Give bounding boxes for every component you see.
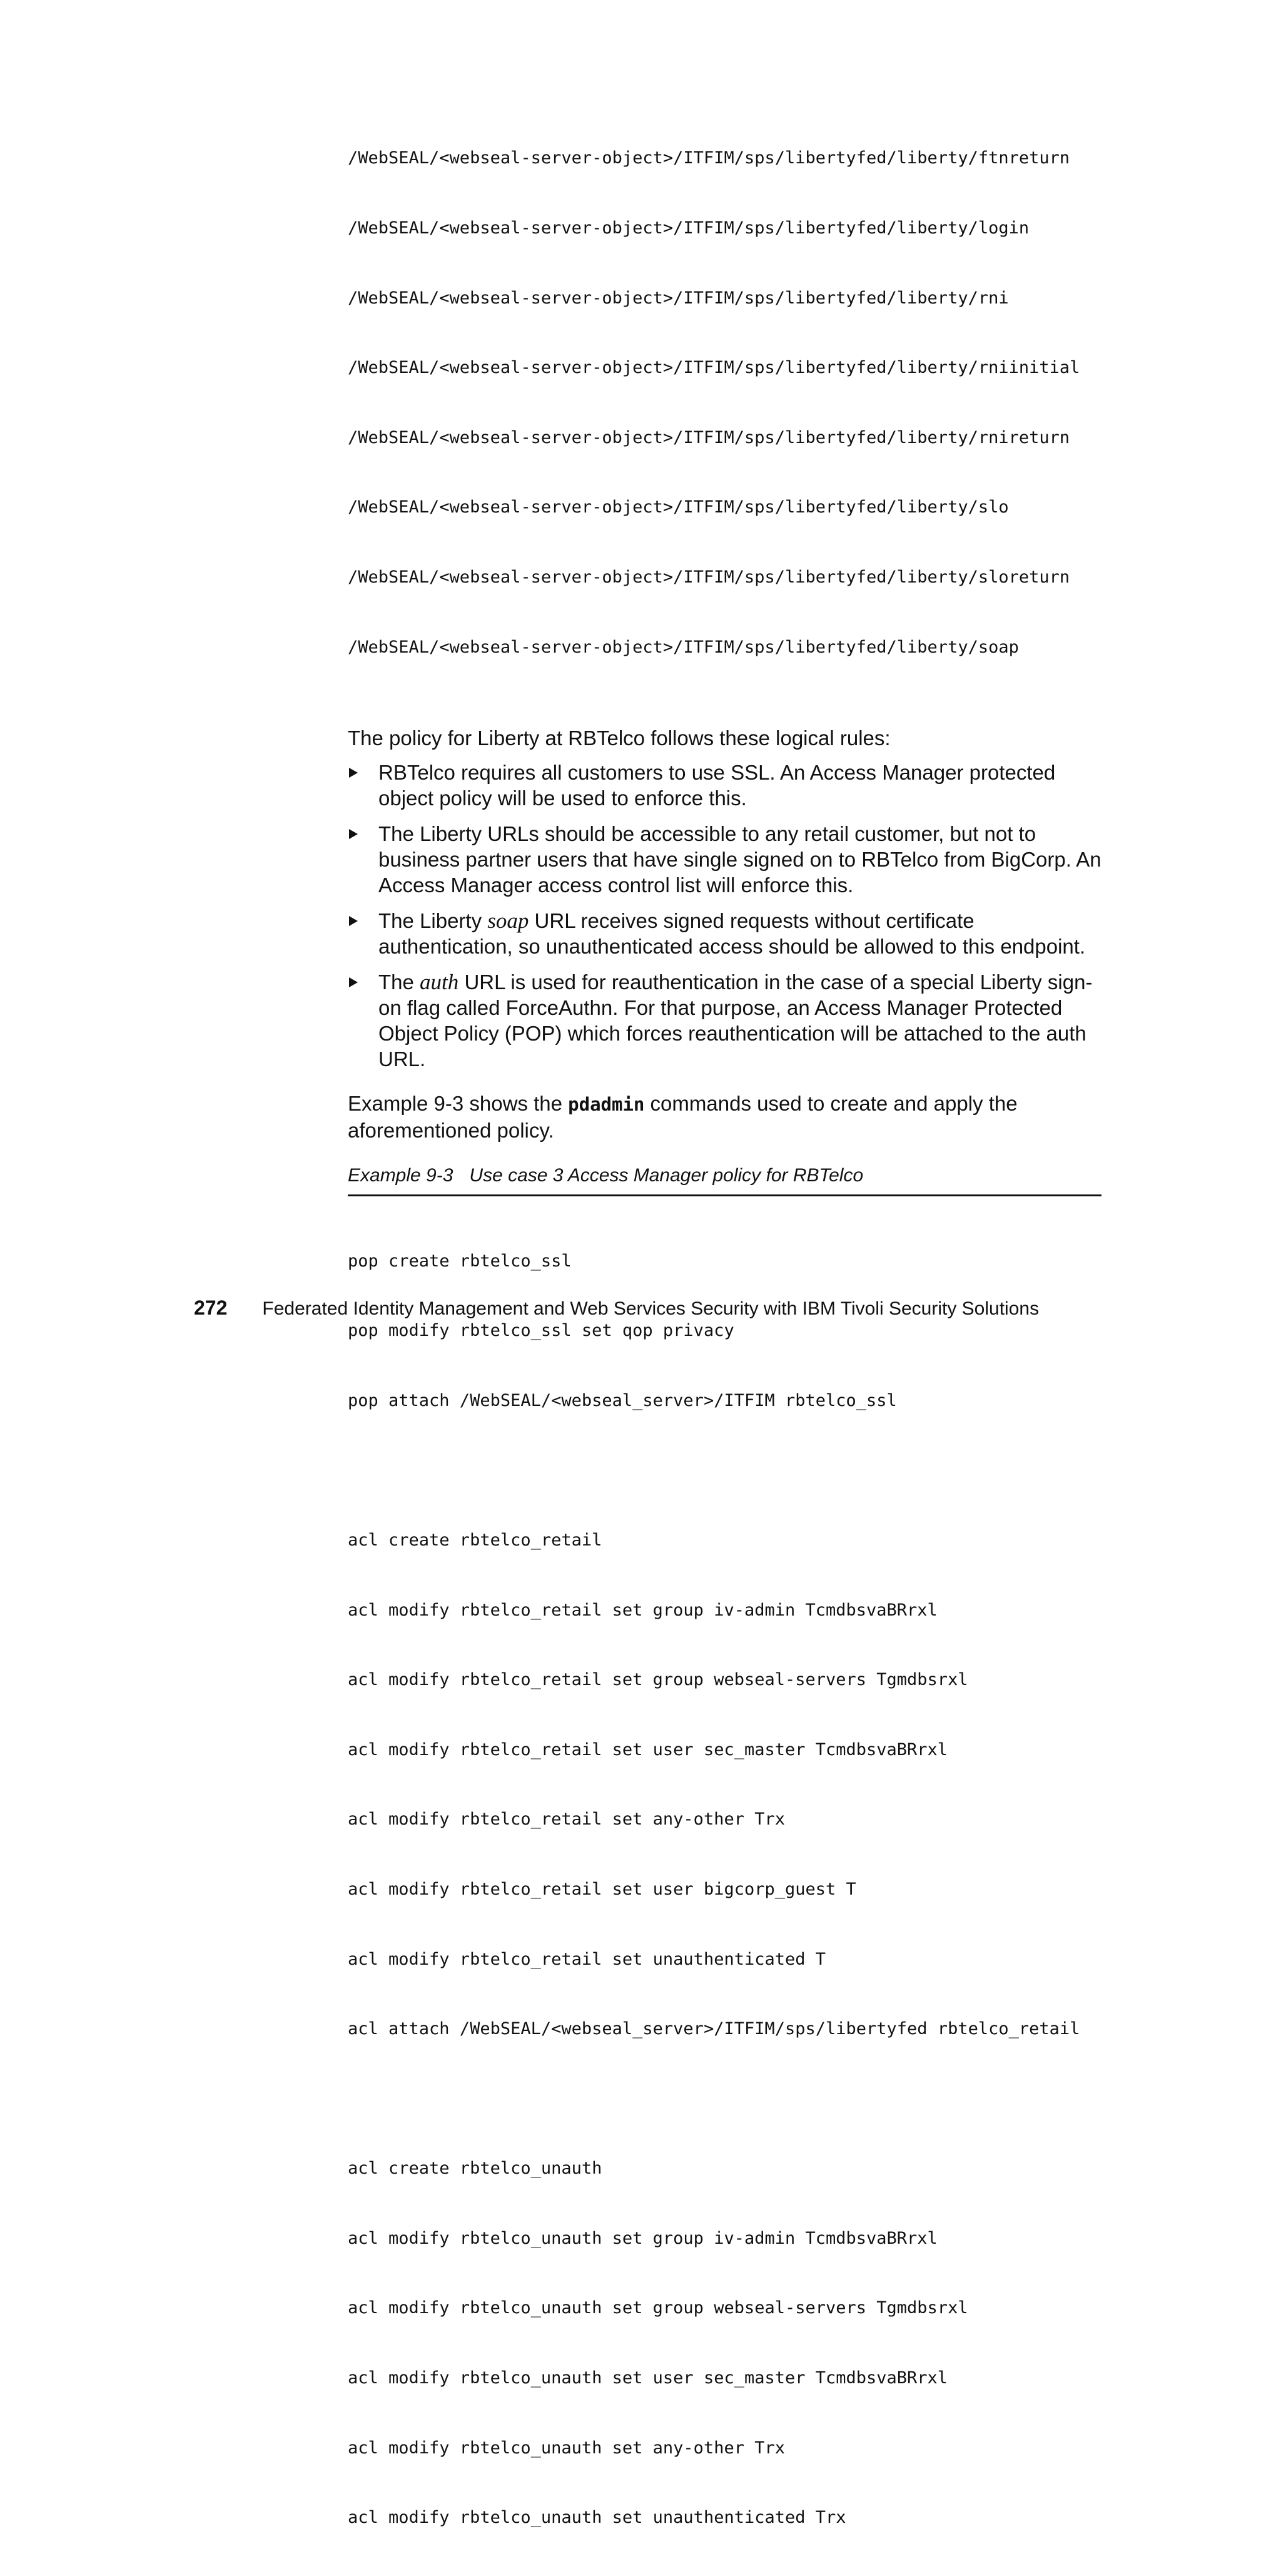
page-content	[348, 100, 1101, 2576]
triangle-bullet-icon	[349, 916, 358, 926]
rule-text-start: The	[378, 970, 420, 994]
code-line: acl modify rbtelco_retail set unauthenticated T	[348, 1949, 826, 1969]
example-intro-paragraph	[348, 1091, 1101, 1143]
code-line: acl modify rbtelco_retail set any-other Trx	[348, 1810, 785, 1830]
example-code-block	[348, 1203, 1101, 2576]
code-line: pop create rbtelco_ssl	[348, 1251, 572, 1271]
rule-text: RBTelco requires all customers to use SSL. An Access Manager protected object policy will be used to enforce this.	[378, 761, 1056, 810]
rule-item	[348, 908, 1101, 959]
code-line: acl attach /WebSEAL/<webseal_server>/ITFIM/sps/libertyfed rbtelco_retail	[348, 2019, 1080, 2039]
triangle-bullet-icon	[349, 977, 358, 987]
rule-text-end: URL is used for reauthentication in the case of a special Liberty sign-on flag called ForceAuthn. For that purpose, an Access Manager Protected Object Policy (POP) which forces reauthentication will be attached to the auth URL.	[378, 970, 1093, 1071]
code-line: acl modify rbtelco_unauth set user sec_master TcmdbsvaBRrxl	[348, 2368, 948, 2388]
rules-list	[348, 760, 1101, 1072]
code-line: /WebSEAL/<webseal-server-object>/ITFIM/sps/libertyfed/liberty/rni	[348, 288, 1009, 308]
example-label: Example 9-3	[348, 1165, 453, 1186]
rule-item	[348, 821, 1101, 898]
code-line: acl modify rbtelco_unauth set any-other Trx	[348, 2438, 785, 2458]
code-line: /WebSEAL/<webseal-server-object>/ITFIM/sps/libertyfed/liberty/login	[348, 218, 1030, 238]
triangle-bullet-icon	[349, 829, 358, 839]
code-line	[348, 1459, 1101, 1482]
example-caption	[348, 1164, 1101, 1196]
code-line: /WebSEAL/<webseal-server-object>/ITFIM/sps/libertyfed/liberty/rnireturn	[348, 427, 1070, 447]
code-line: pop modify rbtelco_ssl set qop privacy	[348, 1321, 734, 1341]
intro-paragraph: The policy for Liberty at RBTelco follows these logical rules:	[348, 726, 891, 750]
rule-text-end: URL receives signed requests without certificate authentication, so unauthenticated access should be allowed to this endpoint.	[378, 909, 1086, 959]
code-line: acl modify rbtelco_retail set group webseal-servers Tgmdbsrxl	[348, 1670, 968, 1690]
soap-term: soap	[487, 909, 529, 934]
url-list-code	[348, 100, 1101, 705]
para-text-end: commands used to create and apply the aforementioned policy.	[348, 1092, 1018, 1143]
code-line: /WebSEAL/<webseal-server-object>/ITFIM/sps/libertyfed/liberty/sloreturn	[348, 567, 1070, 587]
code-line: acl modify rbtelco_retail set group iv-admin TcmdbsvaBRrxl	[348, 1600, 938, 1620]
rule-text-start: The Liberty	[378, 909, 488, 933]
code-line: /WebSEAL/<webseal-server-object>/ITFIM/sps/libertyfed/liberty/ftnreturn	[348, 148, 1070, 168]
code-line: acl modify rbtelco_unauth set group iv-admin TcmdbsvaBRrxl	[348, 2228, 938, 2248]
code-line: /WebSEAL/<webseal-server-object>/ITFIM/sps/libertyfed/liberty/soap	[348, 637, 1019, 657]
code-line	[348, 2087, 1101, 2110]
code-line: acl modify rbtelco_retail set user sec_master TcmdbsvaBRrxl	[348, 1739, 948, 1759]
code-line: /WebSEAL/<webseal-server-object>/ITFIM/sps/libertyfed/liberty/slo	[348, 497, 1009, 517]
code-line: acl modify rbtelco_retail set user bigcorp_guest T	[348, 1879, 856, 1899]
code-line: pop attach /WebSEAL/<webseal_server>/ITFIM rbtelco_ssl	[348, 1390, 897, 1410]
rule-item	[348, 760, 1101, 811]
page-footer	[194, 1296, 1039, 1320]
auth-term: auth	[420, 970, 459, 995]
rule-item	[348, 969, 1101, 1072]
code-line: acl create rbtelco_retail	[348, 1530, 602, 1550]
code-line: /WebSEAL/<webseal-server-object>/ITFIM/sps/libertyfed/liberty/rniinitial	[348, 358, 1080, 378]
book-title: Federated Identity Management and Web Services Security with IBM Tivoli Security Solutions	[262, 1298, 1040, 1319]
code-line: acl modify rbtelco_unauth set group webseal-servers Tgmdbsrxl	[348, 2298, 968, 2318]
code-line: acl modify rbtelco_unauth set unauthenticated Trx	[348, 2508, 846, 2528]
para-text-start: Example 9-3 shows the	[348, 1092, 569, 1116]
example-title: Use case 3 Access Manager policy for RBTelco	[469, 1165, 864, 1186]
triangle-bullet-icon	[349, 768, 358, 778]
page-number: 272	[194, 1296, 228, 1319]
pdadmin-command: pdadmin	[568, 1094, 645, 1116]
rule-text: The Liberty URLs should be accessible to any retail customer, but not to business partner users that have single signed on to RBTelco from BigCorp. An Access Manager access control list will enforce this.	[378, 822, 1101, 897]
code-line: acl create rbtelco_unauth	[348, 2159, 602, 2179]
